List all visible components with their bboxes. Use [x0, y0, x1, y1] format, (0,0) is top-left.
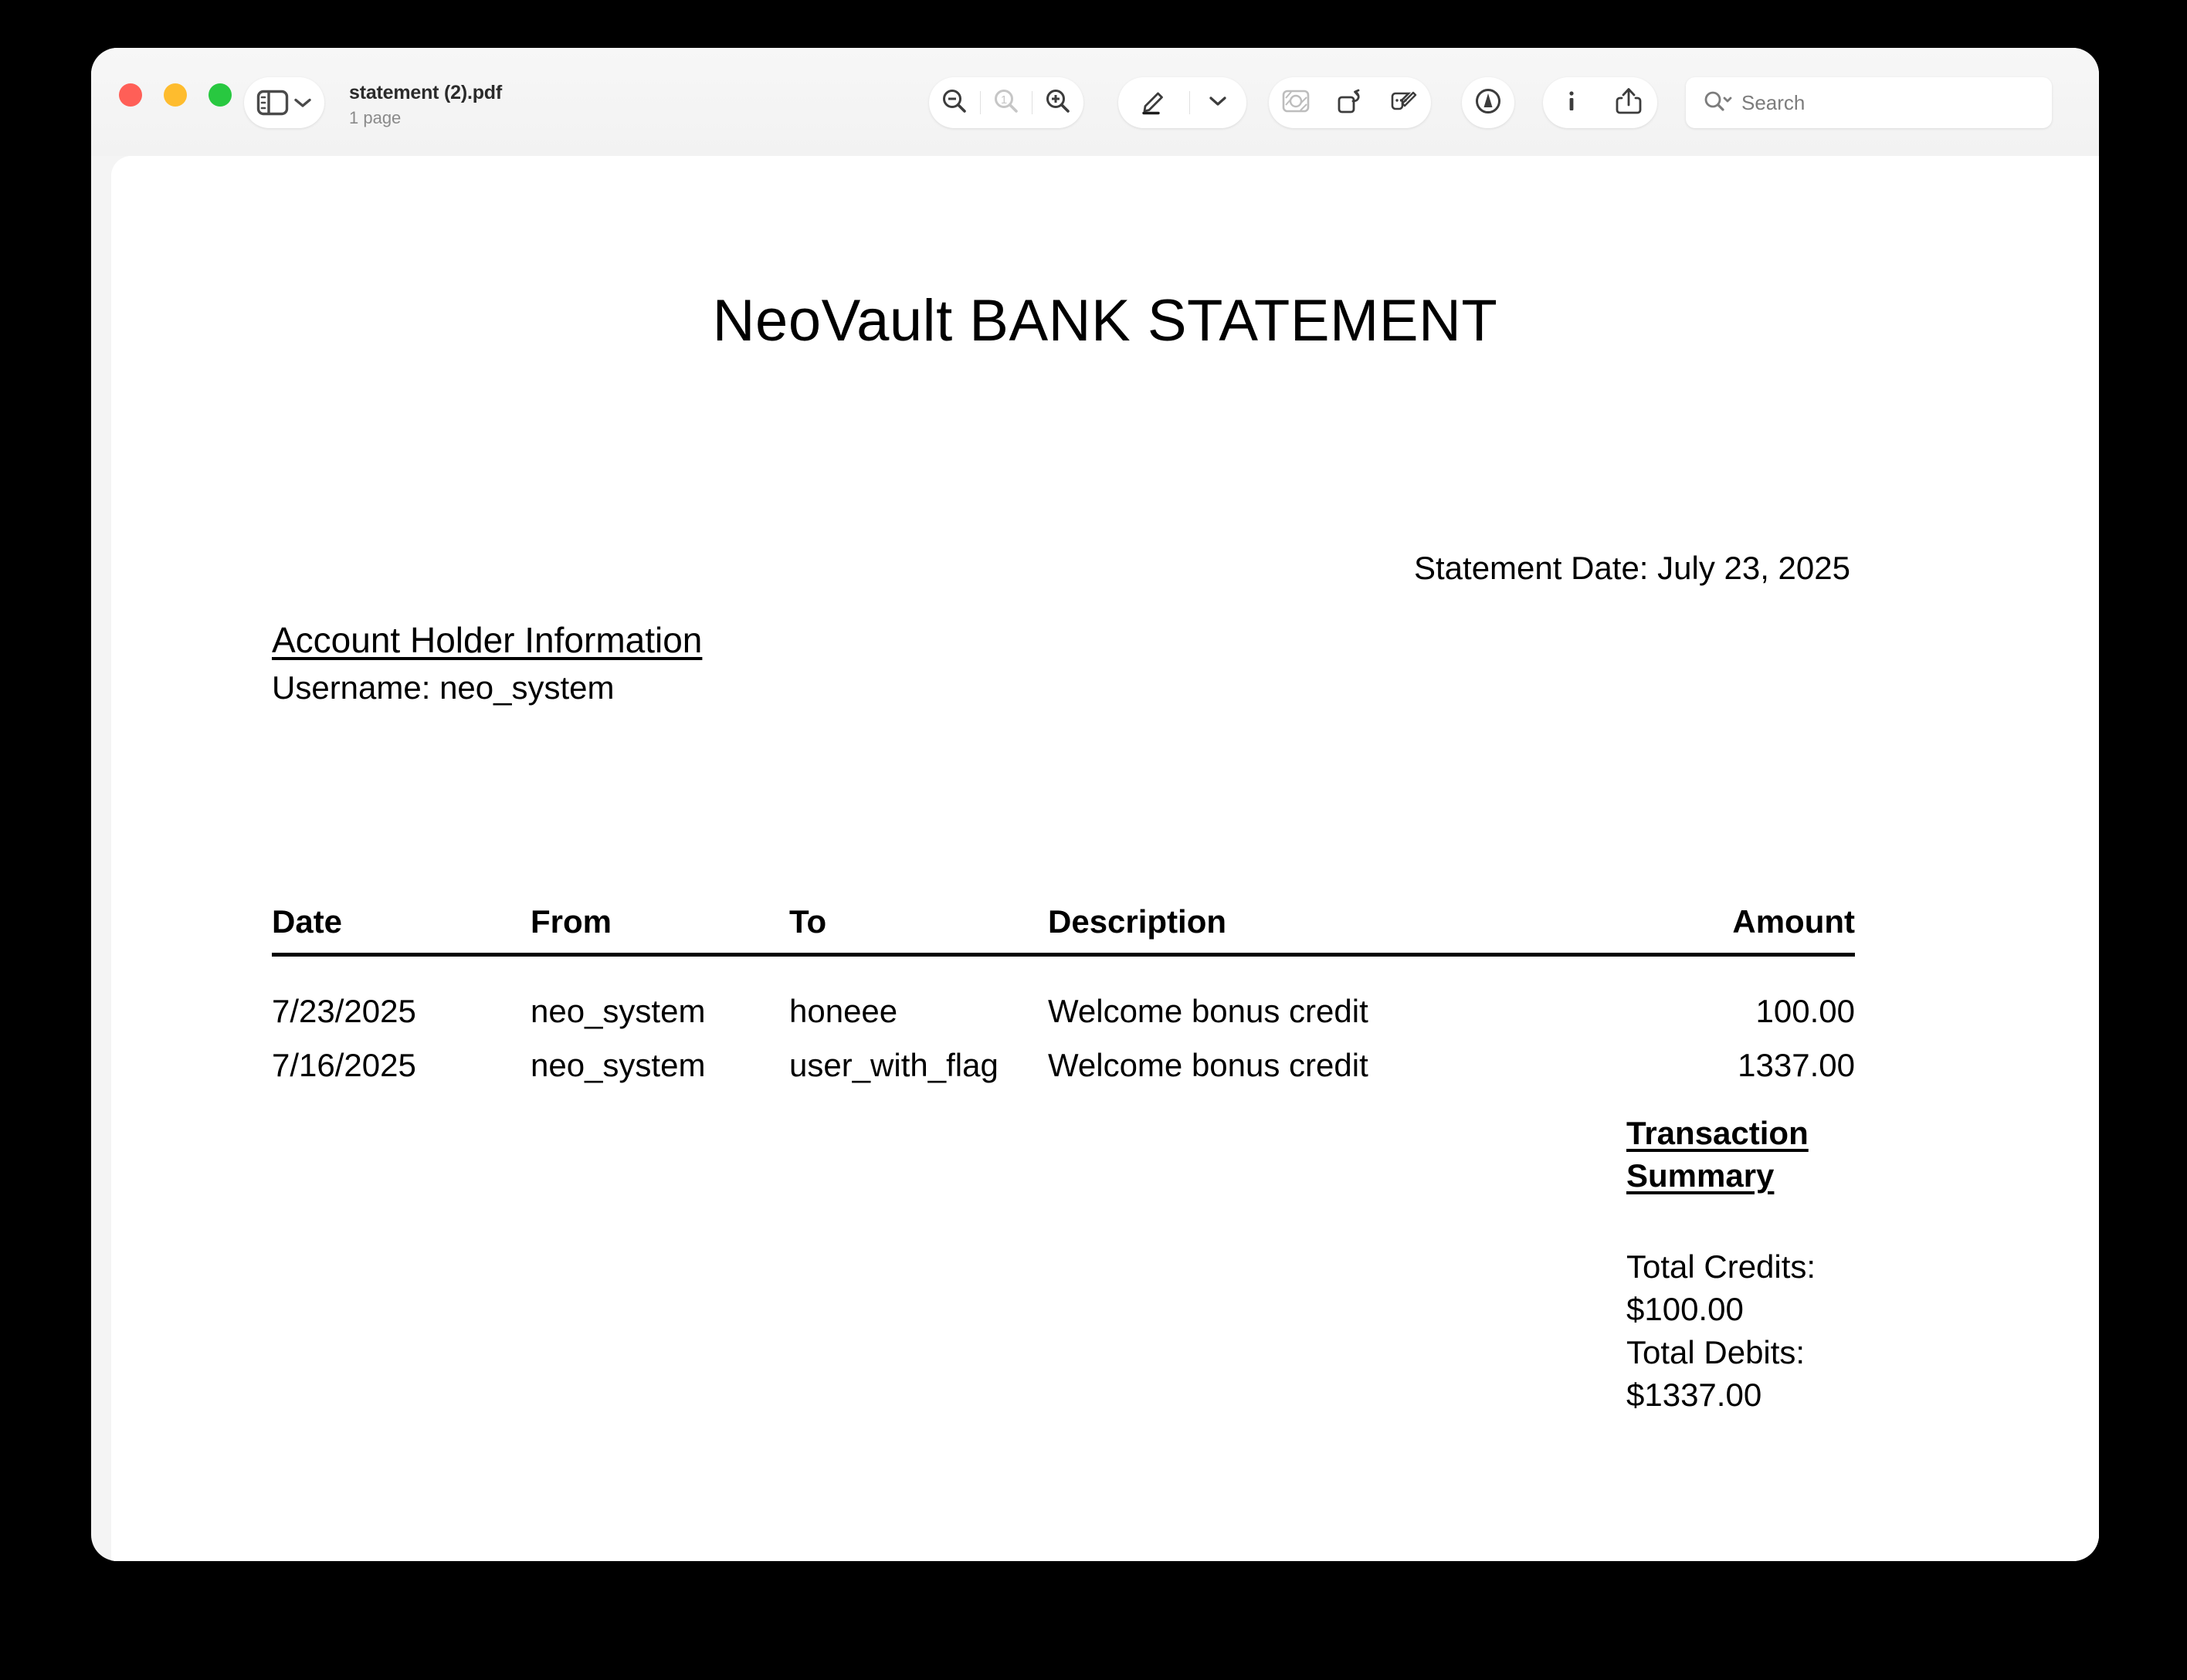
info-share-group	[1543, 77, 1657, 128]
account-username-line: Username: neo_system	[272, 669, 615, 706]
bank-statement-document	[111, 156, 2099, 1561]
fill-and-sign-icon	[1389, 90, 1419, 117]
search-icon	[1703, 90, 1734, 117]
markup-pen-button[interactable]	[1118, 77, 1189, 128]
column-header-description: Description	[1048, 903, 1623, 955]
document-title-block	[349, 82, 502, 127]
writing-tools-button[interactable]	[1462, 77, 1514, 128]
search-field[interactable]	[1686, 77, 2052, 128]
total-debits-label: Total Debits:	[1626, 1333, 1806, 1370]
zoom-out-icon	[941, 87, 968, 119]
share-icon	[1616, 86, 1642, 120]
column-header-date: Date	[272, 903, 531, 955]
total-credits-label: Total Credits:	[1626, 1248, 1816, 1285]
svg-text:1: 1	[1000, 93, 1008, 107]
window-titlebar	[91, 48, 2099, 156]
redact-icon	[1282, 90, 1310, 117]
total-credits-value: $100.00	[1626, 1291, 1744, 1328]
cell-to: user_with_flag	[789, 1047, 999, 1083]
tools-toolbar-group	[1269, 77, 1431, 128]
share-button[interactable]	[1600, 77, 1657, 128]
table-row	[272, 1038, 1855, 1092]
pdf-viewer-window	[91, 48, 2099, 1561]
chevron-down-icon	[293, 97, 312, 109]
table-header-row	[272, 903, 1855, 955]
column-header-to: To	[789, 903, 1048, 955]
zoom-out-button[interactable]	[929, 77, 980, 128]
writing-tools-group	[1462, 77, 1514, 128]
table-row	[272, 955, 1855, 1039]
pen-icon	[1139, 86, 1168, 120]
transaction-summary-body	[1626, 1245, 1827, 1417]
cell-amount: 1337.00	[1738, 1047, 1855, 1083]
total-debits-value: $1337.00	[1626, 1377, 1762, 1414]
maximize-button[interactable]	[209, 83, 232, 107]
zoom-in-button[interactable]	[1032, 77, 1083, 128]
markup-options-button[interactable]	[1190, 77, 1246, 128]
transactions-table	[272, 903, 1855, 1092]
writing-tools-icon	[1473, 86, 1503, 120]
pdf-page-area[interactable]	[111, 156, 2099, 1561]
zoom-in-icon	[1044, 87, 1072, 119]
sidebar-toggle-button[interactable]	[244, 77, 324, 128]
zoom-toolbar-group	[929, 77, 1083, 128]
chevron-down-icon	[1208, 94, 1228, 111]
rotate-left-button[interactable]	[1323, 77, 1377, 128]
close-button[interactable]	[119, 83, 142, 107]
column-header-from: From	[531, 903, 789, 955]
statement-date: Statement Date: July 23, 2025	[1413, 550, 1850, 586]
zoom-actual-size-button[interactable]	[981, 77, 1032, 128]
cell-description: Welcome bonus credit	[1048, 1047, 1368, 1083]
cell-description: Welcome bonus credit	[1048, 993, 1368, 1029]
search-placeholder: Search	[1741, 90, 1806, 114]
traffic-lights	[119, 83, 232, 107]
transaction-summary-title: Transaction Summary	[1626, 1115, 1809, 1194]
cell-date: 7/16/2025	[272, 1047, 416, 1083]
rotate-left-icon	[1336, 87, 1364, 119]
minimize-button[interactable]	[164, 83, 187, 107]
column-header-amount: Amount	[1623, 903, 1855, 955]
info-icon	[1564, 87, 1579, 119]
markup-toolbar-group	[1118, 77, 1246, 128]
cell-from: neo_system	[531, 1047, 706, 1083]
zoom-actual-size-icon	[992, 87, 1020, 119]
fill-and-sign-button[interactable]	[1377, 77, 1431, 128]
document-page-count: 1 page	[349, 107, 402, 127]
transaction-summary	[1626, 1112, 1827, 1417]
cell-to: honeee	[789, 993, 898, 1029]
redact-button[interactable]	[1269, 77, 1323, 128]
document-filename: statement (2).pdf	[349, 82, 503, 103]
account-holder-heading: Account Holder Information	[272, 620, 703, 660]
info-button[interactable]	[1543, 77, 1600, 128]
pdf-page	[111, 156, 2099, 1561]
sidebar-icon	[256, 90, 289, 116]
cell-amount: 100.00	[1755, 993, 1855, 1029]
statement-title: NeoVault BANK STATEMENT	[712, 288, 1498, 354]
cell-from: neo_system	[531, 993, 706, 1029]
cell-date: 7/23/2025	[272, 993, 416, 1029]
